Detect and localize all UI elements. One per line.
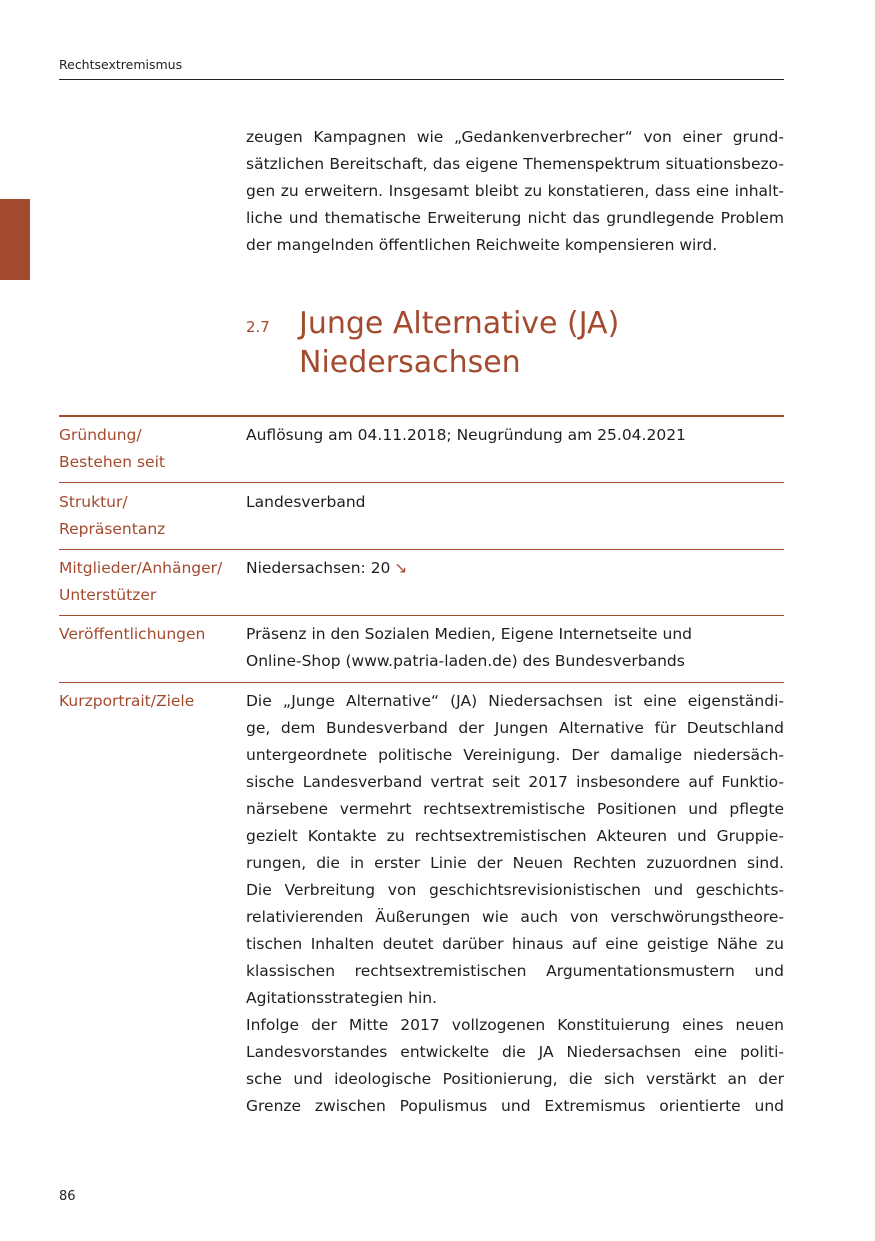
row-value-founding (246, 422, 784, 449)
label-line: Gründung/ (59, 426, 142, 444)
label-line: Unterstützer (59, 586, 157, 604)
section-title-line: Niedersachsen (299, 345, 521, 380)
label-line: Mitglieder/Anhänger/ (59, 559, 223, 577)
row-divider (59, 549, 784, 550)
label-line: Bestehen seit (59, 453, 165, 471)
trend-down-icon: ↘ (394, 559, 408, 577)
value-line: Landesvorstandes entwickelte die JA Niedersachsen eine politi- (246, 1043, 784, 1061)
value-line: Infolge der Mitte 2017 vollzogenen Konstituierung eines neuen (246, 1016, 784, 1034)
label-line: Repräsentanz (59, 520, 166, 538)
value-line: sische Landesverband vertrat seit 2017 insbesondere auf Funktio- (246, 773, 784, 791)
row-divider (59, 682, 784, 683)
chapter-side-tab (0, 199, 30, 280)
row-label-members (59, 555, 239, 609)
value-line: Die „Junge Alternative“ (JA) Niedersachsen ist eine eigenständi- (246, 692, 784, 710)
value-line: sche und ideologische Positionierung, die sich verstärkt an der (246, 1070, 784, 1088)
page-number: 86 (59, 1189, 76, 1204)
value-line: untergeordnete politische Vereinigung. Der damalige niedersäch- (246, 746, 784, 764)
value-line: ge, dem Bundesverband der Jungen Alternative für Deutschland (246, 719, 784, 737)
label-line: Struktur/ (59, 493, 128, 511)
running-head: Rechtsextremismus (59, 57, 183, 72)
value-line: klassischen rechtsextremistischen Argumentationsmustern und (246, 962, 784, 980)
value-line: Agitationsstrategien hin. (246, 989, 438, 1007)
intro-line: sätzlichen Bereitschaft, das eigene Themenspektrum situationsbezo- (246, 155, 784, 173)
value-line: tischen Inhalten deutet darüber hinaus auf eine geistige Nähe zu (246, 935, 784, 953)
label-line: Kurzportrait/Ziele (59, 692, 195, 710)
section-title (299, 304, 619, 382)
value-line: närsebene vermehrt rechtsextremistische Positionen und pflegte (246, 800, 784, 818)
intro-line: liche und thematische Erweiterung nicht das grundlegende Problem (246, 209, 784, 227)
value-line: gezielt Kontakte zu rechtsextremistischen Akteuren und Gruppie- (246, 827, 784, 845)
intro-line: gen zu erweitern. Insgesamt bleibt zu konstatieren, dass eine inhalt- (246, 182, 784, 200)
intro-paragraph (246, 124, 784, 259)
value-line: Auflösung am 04.11.2018; Neugründung am 25.04.2021 (246, 426, 686, 444)
row-value-structure (246, 489, 784, 516)
row-value-publications (246, 621, 784, 675)
value-line: Online-Shop (www.patria-laden.de) des Bundesverbands (246, 652, 685, 670)
value-line: Grenze zwischen Populismus und Extremismus orientierte und (246, 1097, 784, 1115)
intro-line: der mangelnden öffentlichen Reichweite kompensieren wird. (246, 236, 718, 254)
value-line: Die Verbreitung von geschichtsrevisionistischen und geschichts- (246, 881, 784, 899)
row-value-portrait (246, 688, 784, 1120)
value-line: Präsenz in den Sozialen Medien, Eigene Internetseite und (246, 625, 693, 643)
row-divider (59, 615, 784, 616)
value-line: Landesverband (246, 493, 366, 511)
row-label-founding (59, 422, 239, 476)
row-label-structure (59, 489, 239, 543)
section-title-line: Junge Alternative (JA) (299, 306, 620, 341)
row-label-portrait (59, 688, 239, 715)
value-line (246, 555, 784, 582)
row-divider (59, 482, 784, 483)
header-rule (59, 79, 784, 80)
value-line: rungen, die in erster Linie der Neuen Rechten zuzuordnen sind. (246, 854, 784, 872)
members-count: Niedersachsen: 20 (246, 559, 391, 577)
section-number: 2.7 (246, 318, 270, 336)
row-value-members (246, 555, 784, 582)
table-top-rule (59, 415, 784, 417)
label-line: Veröffentlichungen (59, 625, 206, 643)
row-label-publications (59, 621, 239, 648)
intro-line: zeugen Kampagnen wie „Gedankenverbrecher“ von einer grund- (246, 128, 784, 146)
value-line: relativierenden Äußerungen wie auch von verschwörungstheore- (246, 908, 784, 926)
